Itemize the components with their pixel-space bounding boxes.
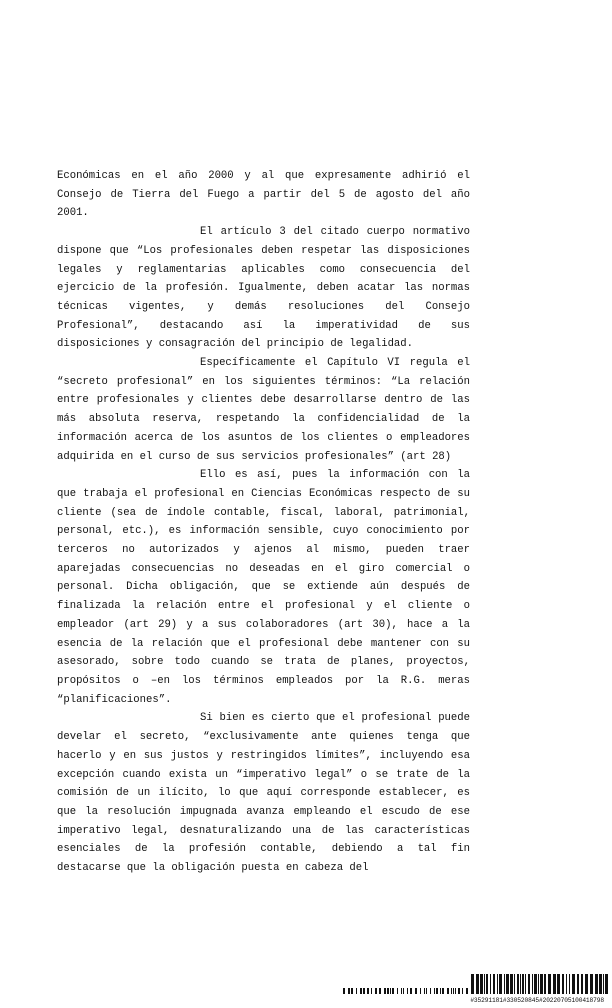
barcode-bar bbox=[403, 988, 404, 994]
barcode-bar bbox=[420, 988, 421, 994]
barcode-bar bbox=[430, 988, 431, 994]
barcode-bar bbox=[466, 988, 468, 994]
barcode-bar bbox=[490, 974, 491, 994]
barcode-bar bbox=[387, 988, 389, 994]
barcode-bar bbox=[458, 988, 460, 994]
barcode-bar bbox=[595, 974, 598, 994]
paragraph: Si bien es cierto que el profesional puede develar el secreto, “exclusivamente ante quienes tenga que hacerlo y en sus justos y restringidos límites”, incluyendo esa excepción cuando exista un “imperativo legal” o se trate de la comisión de un ilícito, lo que aquí corresponde establecer, es que la resolución impugnada avanza empleando el escudo de ese imperativo legal, desnaturalizando una de las características esenciales de la profesión contable, debiendo a tal fin destacarse que la obligación puesta en cabeza del bbox=[57, 712, 470, 875]
document-body bbox=[57, 167, 470, 878]
barcode-bar bbox=[599, 974, 602, 994]
barcode-bar bbox=[553, 974, 556, 994]
barcode-bar bbox=[392, 988, 394, 994]
barcode-bar bbox=[585, 974, 588, 994]
barcode-bar bbox=[528, 974, 530, 994]
barcode-bar bbox=[371, 988, 372, 994]
paragraph: Específicamente el Capítulo VI regula el “secreto profesional” en los siguientes términos: “La relación entre profesionales y clientes debe desarrollarse dentro de las más absoluta reserva, respetando la confidencialidad de la información acerca de los asuntos de los clientes o empleadores adquirida en el curso de sus servicios profesionales” (art 28) bbox=[57, 357, 470, 463]
barcode-bar bbox=[577, 974, 579, 994]
barcode-bar bbox=[462, 988, 463, 994]
barcode-bar bbox=[440, 988, 441, 994]
barcode-bar bbox=[514, 974, 515, 994]
barcode-bar bbox=[356, 988, 357, 994]
barcode-bar bbox=[360, 988, 362, 994]
barcode-graphic bbox=[343, 974, 608, 996]
barcode-bar bbox=[436, 988, 438, 994]
barcode-bar bbox=[532, 974, 533, 994]
barcode-bar bbox=[480, 974, 483, 994]
paragraph: Económicas en el año 2000 y al que expresamente adhirió el Consejo de Tierra del Fuego a partir del 5 de agosto del año 2001. bbox=[57, 170, 470, 220]
barcode-bar bbox=[517, 974, 519, 994]
barcode-bar bbox=[343, 988, 345, 994]
barcode-bar bbox=[426, 988, 427, 994]
barcode-caption: #35291181#330520845#20220705100418798 bbox=[470, 997, 604, 1004]
barcode-bar bbox=[510, 974, 513, 994]
barcode-bar bbox=[605, 974, 608, 994]
barcode-bar bbox=[590, 974, 593, 994]
barcode-bar bbox=[544, 974, 546, 994]
paragraph: El artículo 3 del citado cuerpo normativo dispone que “Los profesionales deben respetar las disposiciones legales y reglamentarias aplicables como consecuencia del ejercicio de la profesión. Igualmente, deben acatar las normas técnicas vigentes, y demás resoluciones del Consejo Profesional”, destacando así la imperatividad de sus disposiciones y consagración del principio de legalidad. bbox=[57, 226, 470, 351]
barcode-bar bbox=[566, 974, 567, 994]
barcode-bar bbox=[538, 974, 539, 994]
barcode-bar bbox=[401, 988, 402, 994]
barcode-bar bbox=[497, 974, 498, 994]
barcode-bar bbox=[476, 974, 479, 994]
barcode-bar bbox=[363, 988, 365, 994]
barcode-bar bbox=[410, 988, 412, 994]
barcode-bar bbox=[397, 988, 398, 994]
barcode-bar bbox=[499, 974, 502, 994]
barcode-bar bbox=[384, 988, 386, 994]
barcode-bar bbox=[451, 988, 452, 994]
barcode-bar bbox=[367, 988, 369, 994]
barcode-bar bbox=[390, 988, 391, 994]
barcode bbox=[343, 974, 608, 1004]
barcode-bar bbox=[486, 974, 488, 994]
barcode-bar bbox=[525, 974, 526, 994]
barcode-bar bbox=[407, 988, 408, 994]
barcode-bar bbox=[603, 974, 604, 994]
barcode-bar bbox=[548, 974, 551, 994]
paragraph: Ello es así, pues la información con la que trabaja el profesional en Ciencias Económicas respecto de su cliente (sea de índole contable, fiscal, laboral, patrimonial, personal, etc.), es información sensible, cuyo conocimiento por terceros no autorizados y ajenos al mismo, pueden traer aparejadas consecuencias no deseadas en el giro comercial o personal. Dicha obligación, que se extiende aún después de finalizada la relación entre el profesional y el cliente o empleador (art 29) y a sus colaboradores (art 30), hace a la esencia de la relación que el profesional debe mantener con su asesorado, sobre todo cuando se trata de planes, proyectos, propósitos o –en los términos empleados por la R.G. meras “planificaciones”. bbox=[57, 469, 470, 706]
barcode-bar bbox=[504, 974, 505, 994]
barcode-bar bbox=[493, 974, 495, 994]
barcode-bar bbox=[453, 988, 454, 994]
barcode-bar bbox=[569, 974, 570, 994]
barcode-bar bbox=[375, 988, 377, 994]
barcode-bar bbox=[484, 974, 485, 994]
barcode-bar bbox=[534, 974, 537, 994]
barcode-bar bbox=[581, 974, 583, 994]
barcode-bar bbox=[557, 974, 560, 994]
barcode-bar bbox=[415, 988, 417, 994]
barcode-bar bbox=[379, 988, 381, 994]
barcode-bar bbox=[434, 988, 435, 994]
barcode-bar bbox=[348, 988, 350, 994]
barcode-bar bbox=[455, 988, 456, 994]
barcode-bar bbox=[424, 988, 425, 994]
barcode-bar bbox=[442, 988, 444, 994]
barcode-bar bbox=[572, 974, 575, 994]
barcode-bar bbox=[471, 974, 474, 994]
barcode-bar bbox=[562, 974, 564, 994]
barcode-bar bbox=[520, 974, 521, 994]
barcode-bar bbox=[540, 974, 543, 994]
barcode-bar bbox=[522, 974, 524, 994]
barcode-bar bbox=[447, 988, 449, 994]
barcode-bar bbox=[351, 988, 353, 994]
barcode-bar bbox=[506, 974, 509, 994]
